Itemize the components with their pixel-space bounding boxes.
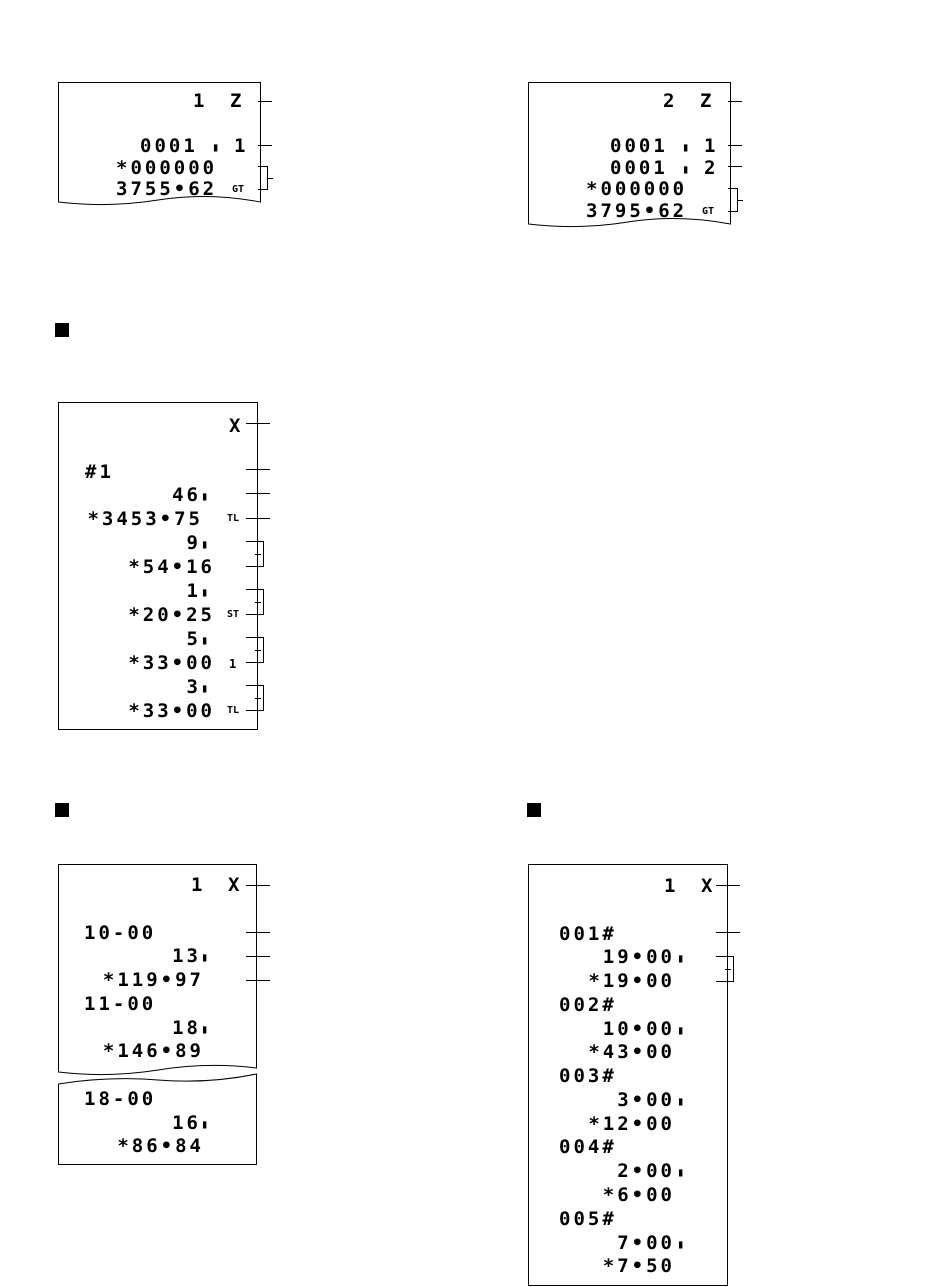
range-qty: 7•00	[617, 1232, 675, 1254]
row-amount: *20•25	[128, 604, 215, 626]
count-mark: ▮	[212, 140, 220, 154]
callout-leader	[728, 101, 742, 102]
count-mark: ▮	[201, 1117, 209, 1131]
row-count: 3	[186, 676, 201, 698]
grand-total: 3795•62	[586, 200, 688, 222]
callout-leader	[246, 518, 270, 519]
row-amount: *33•00	[128, 700, 215, 722]
count-mark: ▮	[201, 537, 209, 551]
range-label: 002#	[559, 994, 617, 1016]
callout-bracket	[258, 166, 268, 190]
total-symbol: TL	[227, 513, 240, 524]
range-qty: 3•00	[617, 1089, 675, 1111]
section-marker	[55, 323, 69, 337]
count-mark: ▮	[677, 1237, 685, 1251]
grand-total-symbol: GT	[232, 184, 245, 195]
hour-count: 16	[172, 1112, 201, 1134]
range-amount: *43•00	[588, 1041, 675, 1063]
callout-bracket	[716, 956, 734, 982]
report-number: 1	[664, 875, 679, 897]
count-mark: ▮	[682, 162, 690, 176]
hour-label: 11-00	[84, 993, 157, 1015]
callout-leader	[246, 493, 270, 494]
range-label: 005#	[559, 1208, 617, 1230]
section-marker	[55, 803, 69, 817]
hour-label: 10-00	[84, 922, 157, 944]
row-amount: *33•00	[128, 652, 215, 674]
callout-leader	[716, 885, 740, 886]
row-symbol: 1	[229, 657, 237, 671]
callout-leader	[258, 101, 272, 102]
receipt-x-range	[528, 864, 728, 1286]
report-mode: X	[701, 875, 716, 897]
receipt-z1	[58, 82, 261, 210]
count-mark: ▮	[677, 1023, 685, 1037]
callout-leader	[246, 980, 270, 981]
count-mark: ▮	[682, 140, 690, 154]
range-amount: *6•00	[602, 1184, 675, 1206]
report-mode: Z	[230, 90, 245, 112]
callout-leader	[246, 885, 270, 886]
callout-leader	[246, 932, 270, 933]
count-1-symbol: 1	[704, 135, 719, 157]
hour-amount: *146•89	[102, 1040, 204, 1062]
range-amount: *19•00	[588, 970, 675, 992]
hour-amount: *86•84	[117, 1135, 204, 1157]
callout-bracket	[246, 685, 264, 711]
count-mark: ▮	[677, 1094, 685, 1108]
range-label: 004#	[559, 1136, 617, 1158]
total-count: 46	[172, 484, 201, 506]
count-symbol: 1	[234, 135, 249, 157]
count-mark: ▮	[201, 681, 209, 695]
range-amount: *12•00	[588, 1113, 675, 1135]
range-label: 001#	[559, 923, 617, 945]
range-qty: 2•00	[617, 1160, 675, 1182]
count-mark: ▮	[201, 633, 209, 647]
hour-label: 18-00	[84, 1088, 157, 1110]
hour-count: 18	[172, 1017, 201, 1039]
report-number: 2	[663, 90, 678, 112]
grand-total-symbol: GT	[702, 206, 715, 217]
count-2: 0001	[610, 157, 668, 179]
row-count: 9	[186, 532, 201, 554]
report-number: 1	[193, 90, 208, 112]
section-marker	[527, 803, 541, 817]
count-mark: ▮	[201, 950, 209, 964]
receipt-x-hourly	[58, 864, 258, 1166]
count-1: 0001	[610, 135, 668, 157]
callout-leader	[716, 932, 740, 933]
callout-leader	[246, 469, 270, 470]
hour-amount: *119•97	[102, 969, 204, 991]
count-mark: ▮	[201, 489, 209, 503]
count: 0001	[140, 135, 198, 157]
grand-total: 3755•62	[116, 178, 218, 200]
receipt-x-clerk	[58, 402, 258, 730]
clerk-number: #1	[85, 461, 114, 483]
range-qty: 19•00	[602, 946, 675, 968]
callout-leader	[246, 956, 270, 957]
range-amount: *7•50	[602, 1255, 675, 1277]
row-symbol: ST	[227, 609, 240, 620]
range-label: 003#	[559, 1065, 617, 1087]
callout-leader	[728, 145, 742, 146]
callout-leader	[258, 145, 272, 146]
zero-total: *000000	[586, 178, 688, 200]
total-amount: *3453•75	[87, 508, 203, 530]
count-2-symbol: 2	[704, 157, 719, 179]
count-mark: ▮	[677, 951, 685, 965]
receipt-z2	[528, 82, 731, 232]
report-mode: Z	[700, 90, 715, 112]
callout-leader	[246, 423, 270, 424]
report-number: 1	[191, 874, 206, 896]
count-mark: ▮	[201, 1022, 209, 1036]
row-count: 1	[186, 580, 201, 602]
row-count: 5	[186, 628, 201, 650]
callout-bracket	[246, 589, 264, 615]
range-qty: 10•00	[602, 1018, 675, 1040]
callout-leader	[728, 166, 742, 167]
report-mode: X	[229, 415, 244, 437]
receipt-paper	[58, 864, 258, 1166]
callout-bracket	[246, 637, 264, 663]
hour-count: 13	[172, 945, 201, 967]
row-amount: *54•16	[128, 556, 215, 578]
callout-bracket	[246, 541, 264, 567]
report-mode: X	[228, 874, 243, 896]
row-symbol: TL	[227, 705, 240, 716]
zero-total: *000000	[116, 157, 218, 179]
count-mark: ▮	[677, 1165, 685, 1179]
count-mark: ▮	[201, 585, 209, 599]
callout-bracket	[728, 188, 738, 212]
